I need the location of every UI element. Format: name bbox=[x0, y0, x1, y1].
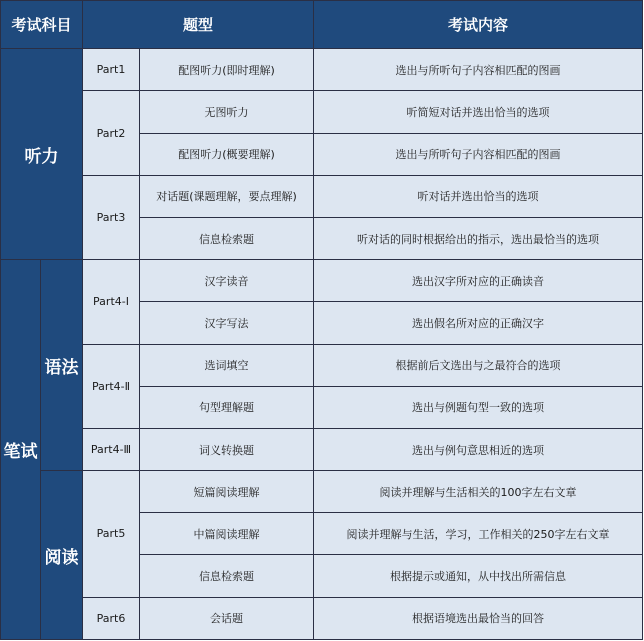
question-type: 对话题(课题理解，要点理解) bbox=[140, 175, 314, 217]
header-content: 考试内容 bbox=[314, 1, 643, 49]
table-row bbox=[1, 260, 643, 302]
table-row bbox=[1, 428, 643, 470]
part-label: Part3 bbox=[83, 175, 140, 259]
header-subject: 考试科目 bbox=[1, 1, 83, 49]
part-label: Part2 bbox=[83, 91, 140, 175]
table-row bbox=[1, 49, 643, 91]
table-row bbox=[1, 471, 643, 513]
part-label: Part5 bbox=[83, 471, 140, 598]
exam-content: 阅读并理解与生活，学习，工作相关的250字左右文章 bbox=[314, 513, 643, 555]
exam-content: 听对话的同时根据给出的指示，选出最恰当的选项 bbox=[314, 217, 643, 259]
exam-content: 选出与例题句型一致的选项 bbox=[314, 386, 643, 428]
part-label: Part4-Ⅱ bbox=[83, 344, 140, 428]
exam-content: 选出汉字所对应的正确读音 bbox=[314, 260, 643, 302]
question-type: 词义转换题 bbox=[140, 428, 314, 470]
question-type: 会话题 bbox=[140, 597, 314, 639]
exam-content: 根据语境选出最恰当的回答 bbox=[314, 597, 643, 639]
exam-content: 根据前后文选出与之最符合的选项 bbox=[314, 344, 643, 386]
question-type: 短篇阅读理解 bbox=[140, 471, 314, 513]
section-written: 笔试 bbox=[1, 260, 41, 640]
table-row bbox=[1, 344, 643, 386]
part-label: Part4-Ⅲ bbox=[83, 428, 140, 470]
exam-content: 根据提示或通知，从中找出所需信息 bbox=[314, 555, 643, 597]
question-type: 选词填空 bbox=[140, 344, 314, 386]
exam-content: 听对话并选出恰当的选项 bbox=[314, 175, 643, 217]
exam-content: 选出与例句意思相近的选项 bbox=[314, 428, 643, 470]
exam-content: 听简短对话并选出恰当的选项 bbox=[314, 91, 643, 133]
question-type: 配图听力(即时理解) bbox=[140, 49, 314, 91]
part-label: Part4-Ⅰ bbox=[83, 260, 140, 344]
section-listening: 听力 bbox=[1, 49, 83, 260]
question-type: 配图听力(概要理解) bbox=[140, 133, 314, 175]
header-type: 题型 bbox=[83, 1, 314, 49]
question-type: 信息检索题 bbox=[140, 555, 314, 597]
question-type: 汉字写法 bbox=[140, 302, 314, 344]
exam-content: 选出与所听句子内容相匹配的图画 bbox=[314, 49, 643, 91]
question-type: 句型理解题 bbox=[140, 386, 314, 428]
part-label: Part1 bbox=[83, 49, 140, 91]
exam-content: 阅读并理解与生活相关的100字左右文章 bbox=[314, 471, 643, 513]
exam-content: 选出与所听句子内容相匹配的图画 bbox=[314, 133, 643, 175]
table-row bbox=[1, 175, 643, 217]
question-type: 汉字读音 bbox=[140, 260, 314, 302]
section-grammar: 语法 bbox=[41, 260, 83, 471]
header-row bbox=[1, 1, 643, 49]
section-reading: 阅读 bbox=[41, 471, 83, 640]
table-row bbox=[1, 597, 643, 639]
question-type: 信息检索题 bbox=[140, 217, 314, 259]
question-type: 中篇阅读理解 bbox=[140, 513, 314, 555]
part-label: Part6 bbox=[83, 597, 140, 639]
exam-content: 选出假名所对应的正确汉字 bbox=[314, 302, 643, 344]
table-row bbox=[1, 91, 643, 133]
question-type: 无图听力 bbox=[140, 91, 314, 133]
